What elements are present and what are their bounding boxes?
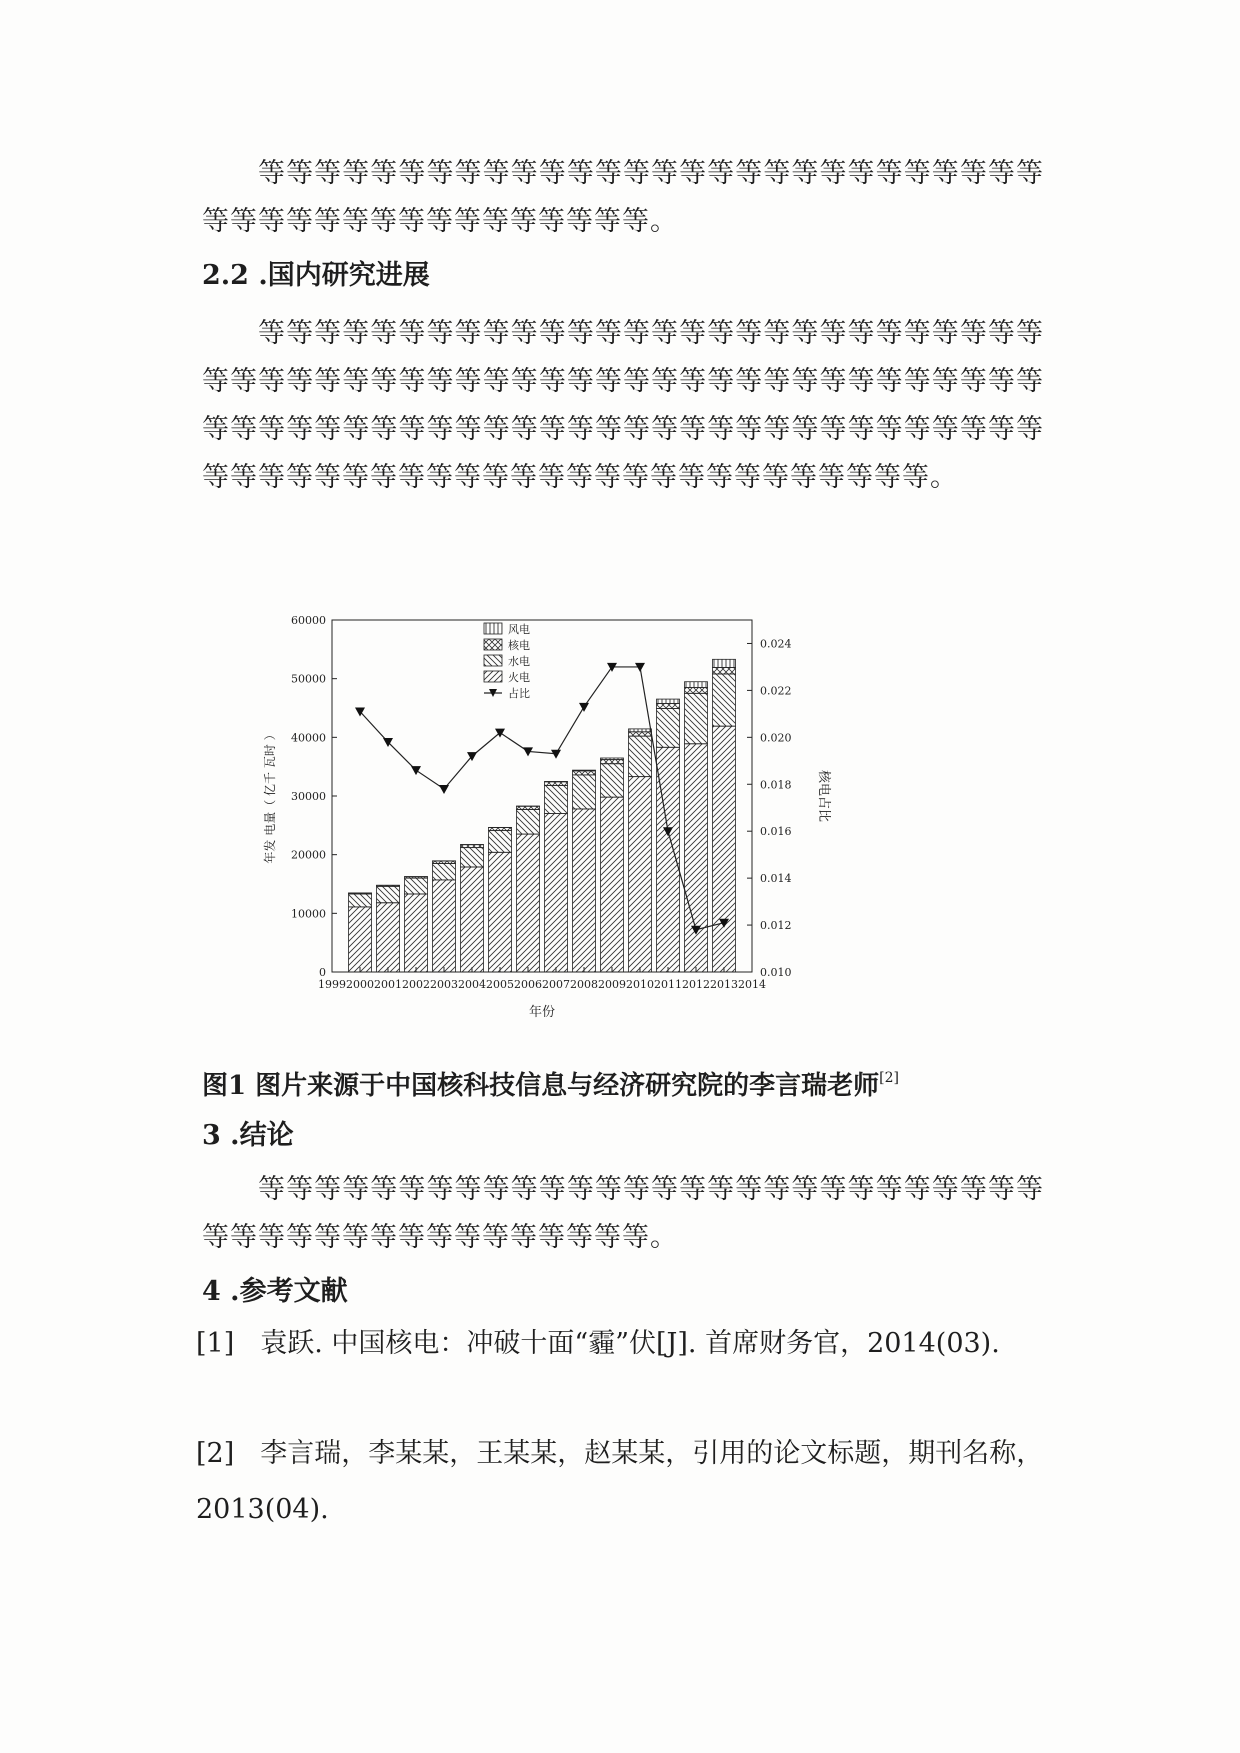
- bar-segment: [601, 764, 624, 797]
- y2-tick-label: 0.014: [760, 872, 792, 886]
- y-axis-label: 年发 电量（ 亿千 瓦时 ）: [263, 728, 277, 864]
- bar-segment: [461, 848, 484, 867]
- bar-segment: [713, 726, 736, 972]
- power-generation-chart: [252, 600, 892, 1055]
- y2-tick-label: 0.020: [760, 731, 792, 745]
- paragraph-domestic-progress: 等等等等等等等等等等等等等等等等等等等等等等等等等等等等等等等等等等等等等等等等等等等等等等等等等等等等等等等等等等等等等等等等等等等等等等等等等等等等等等等等等等等等等等等等等等等等等等等等等等等等等等等等等等等等等等等等等等。: [202, 318, 1044, 493]
- y-tick-label: 20000: [291, 848, 326, 862]
- y2-tick-label: 0.022: [760, 684, 792, 698]
- bar-segment: [405, 894, 428, 972]
- bar-segment: [685, 688, 708, 694]
- x-axis-label: 年份: [528, 1005, 556, 1020]
- bar-segment: [629, 777, 652, 972]
- legend-label: 占比: [508, 687, 530, 700]
- bar-segment: [573, 770, 596, 771]
- x-tick-label: 2007: [542, 978, 570, 991]
- ratio-point: [411, 766, 421, 775]
- bar-segment: [377, 903, 400, 972]
- bar-segment: [713, 668, 736, 674]
- bar-segment: [573, 775, 596, 809]
- y2-axis-label: 核电占比: [816, 769, 831, 823]
- y-tick-label: 30000: [291, 790, 326, 803]
- bar-segment: [349, 907, 372, 972]
- y2-tick-label: 0.024: [760, 637, 792, 651]
- bar-segment: [713, 659, 736, 667]
- paragraph-conclusion: 等等等等等等等等等等等等等等等等等等等等等等等等等等等等等等等等等等等等等等等等等等等等。: [202, 1174, 1044, 1253]
- bar-segment: [349, 894, 372, 907]
- x-tick-label: 2003: [430, 978, 458, 991]
- bar-segment: [629, 736, 652, 776]
- y2-tick-label: 0.018: [760, 778, 792, 792]
- bar-segment: [405, 878, 428, 894]
- bar-segment: [657, 703, 680, 708]
- bar-segment: [629, 729, 652, 732]
- bar-segment: [685, 744, 708, 972]
- bar-segment: [489, 831, 512, 853]
- bar-segment: [601, 758, 624, 760]
- section-heading-2-2: 2.2 .国内研究进展: [202, 260, 430, 291]
- bar-segment: [573, 809, 596, 972]
- bar-segment: [545, 782, 568, 786]
- figure-citation[interactable]: [2]: [879, 1070, 899, 1086]
- reference-text: 李言瑞，李某某，王某某，赵某某，引用的论文标题，期刊名称，2013(04).: [196, 1438, 1044, 1525]
- bar-segment: [433, 863, 456, 879]
- x-tick-label: 2009: [598, 978, 626, 991]
- figure-caption-text: 图1 图片来源于中国核科技信息与经济研究院的李言瑞老师: [202, 1071, 880, 1101]
- bar-segment: [545, 814, 568, 972]
- x-tick-label: 2012: [682, 978, 710, 991]
- legend-swatch: [484, 671, 502, 682]
- x-tick-label: 2010: [626, 978, 654, 991]
- bar-segment: [685, 682, 708, 688]
- bar-segment: [517, 809, 540, 834]
- x-tick-label: 2011: [654, 978, 682, 991]
- y-tick-label: 40000: [291, 731, 326, 745]
- reference-number: [1]: [196, 1328, 235, 1359]
- bar-segment: [573, 771, 596, 775]
- bar-segment: [629, 732, 652, 736]
- bar-segment: [517, 834, 540, 972]
- bar-segment: [517, 806, 540, 809]
- x-tick-label: 2014: [738, 978, 766, 991]
- reference-item-2: [196, 1426, 1058, 1538]
- x-tick-label: 2004: [458, 978, 486, 991]
- y-tick-label: 10000: [291, 907, 326, 921]
- bar-segment: [433, 880, 456, 972]
- y-tick-label: 0: [319, 966, 326, 979]
- ratio-point: [551, 750, 561, 759]
- x-tick-label: 2013: [710, 978, 738, 991]
- bar-segment: [713, 674, 736, 726]
- section-heading-3: 3 .结论: [202, 1120, 294, 1151]
- paragraph-intro: 等等等等等等等等等等等等等等等等等等等等等等等等等等等等等等等等等等等等等等等等等等等等。: [202, 158, 1044, 237]
- bar-segment: [657, 699, 680, 703]
- y2-tick-label: 0.010: [760, 966, 792, 979]
- bar-segment: [657, 709, 680, 748]
- legend-swatch: [484, 639, 502, 650]
- ratio-point: [439, 785, 449, 794]
- y-tick-label: 60000: [291, 614, 326, 627]
- y-tick-label: 50000: [291, 672, 326, 686]
- y2-tick-label: 0.012: [760, 919, 792, 933]
- x-tick-label: 2002: [402, 978, 430, 991]
- bar-segment: [601, 797, 624, 972]
- bar-segment: [685, 693, 708, 743]
- bar-segment: [489, 852, 512, 972]
- legend-label: 水电: [508, 655, 530, 668]
- x-tick-label: 2008: [570, 978, 598, 991]
- figure-caption: [202, 1060, 899, 1104]
- legend-label: 核电: [508, 639, 530, 652]
- reference-text: 袁跃. 中国核电：冲破十面“霾”伏[J]. 首席财务官，2014(03).: [260, 1328, 1000, 1359]
- reference-item-1: [196, 1316, 1058, 1372]
- x-tick-label: 2006: [514, 978, 542, 991]
- x-tick-label: 2000: [346, 978, 374, 991]
- bar-segment: [461, 845, 484, 848]
- bar-segment: [377, 886, 400, 902]
- ratio-point: [579, 703, 589, 712]
- x-tick-label: 2001: [374, 978, 402, 991]
- legend-swatch: [484, 655, 502, 666]
- bar-segment: [461, 867, 484, 972]
- section-heading-4: 4 .参考文献: [202, 1276, 348, 1307]
- bar-segment: [489, 828, 512, 831]
- reference-number: [2]: [196, 1438, 235, 1469]
- x-tick-label: 2005: [486, 978, 514, 991]
- legend-swatch: [484, 623, 502, 634]
- legend-label: 风电: [508, 623, 530, 636]
- bar-segment: [601, 760, 624, 764]
- y2-tick-label: 0.016: [760, 825, 792, 839]
- bar-segment: [545, 785, 568, 813]
- legend-label: 火电: [508, 671, 530, 684]
- x-tick-label: 1999: [318, 978, 346, 991]
